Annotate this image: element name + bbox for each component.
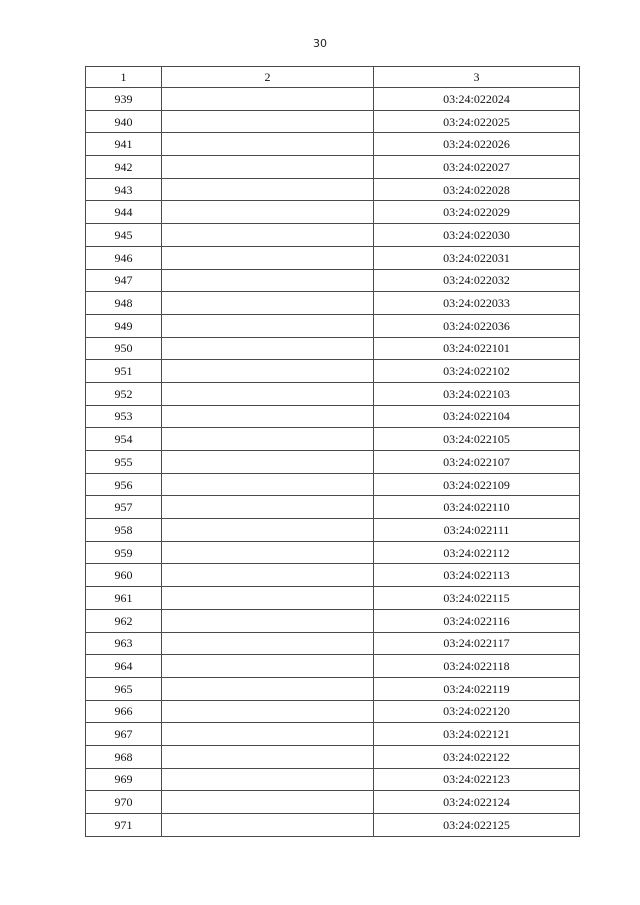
cadastral-code-cell: 03:24:022122 <box>374 745 580 768</box>
row-name-cell <box>162 269 374 292</box>
table-row <box>86 745 580 768</box>
table-row <box>86 314 580 337</box>
cadastral-code-cell: 03:24:022124 <box>374 791 580 814</box>
row-name-cell <box>162 587 374 610</box>
row-number-cell: 944 <box>86 201 162 224</box>
row-name-cell <box>162 814 374 837</box>
table-row <box>86 382 580 405</box>
row-name-cell <box>162 451 374 474</box>
row-number-cell: 969 <box>86 768 162 791</box>
table-row <box>86 496 580 519</box>
column-header-3: 3 <box>374 67 580 88</box>
row-name-cell <box>162 519 374 542</box>
table-row <box>86 451 580 474</box>
row-number-cell: 951 <box>86 360 162 383</box>
row-number-cell: 942 <box>86 156 162 179</box>
row-number-cell: 954 <box>86 428 162 451</box>
row-number-cell: 970 <box>86 791 162 814</box>
table-row <box>86 428 580 451</box>
cadastral-code-cell: 03:24:022115 <box>374 587 580 610</box>
table-row <box>86 587 580 610</box>
table-header-row <box>86 67 580 88</box>
row-name-cell <box>162 405 374 428</box>
row-name-cell <box>162 632 374 655</box>
row-number-cell: 966 <box>86 700 162 723</box>
table-row <box>86 201 580 224</box>
column-header-1: 1 <box>86 67 162 88</box>
row-number-cell: 949 <box>86 314 162 337</box>
cadastral-code-cell: 03:24:022036 <box>374 314 580 337</box>
row-name-cell <box>162 677 374 700</box>
row-name-cell <box>162 768 374 791</box>
row-number-cell: 962 <box>86 609 162 632</box>
row-name-cell <box>162 88 374 111</box>
cadastral-code-cell: 03:24:022107 <box>374 451 580 474</box>
row-name-cell <box>162 156 374 179</box>
column-header-2: 2 <box>162 67 374 88</box>
row-name-cell <box>162 428 374 451</box>
cadastral-code-cell: 03:24:022027 <box>374 156 580 179</box>
table-row <box>86 110 580 133</box>
row-number-cell: 968 <box>86 745 162 768</box>
table-row <box>86 541 580 564</box>
row-name-cell <box>162 723 374 746</box>
cadastral-code-cell: 03:24:022032 <box>374 269 580 292</box>
row-name-cell <box>162 496 374 519</box>
table-row <box>86 519 580 542</box>
row-number-cell: 961 <box>86 587 162 610</box>
row-name-cell <box>162 292 374 315</box>
row-number-cell: 943 <box>86 178 162 201</box>
table-row <box>86 723 580 746</box>
row-number-cell: 950 <box>86 337 162 360</box>
row-name-cell <box>162 360 374 383</box>
table-row <box>86 133 580 156</box>
cadastral-code-cell: 03:24:022112 <box>374 541 580 564</box>
table-row <box>86 700 580 723</box>
row-name-cell <box>162 201 374 224</box>
cadastral-code-cell: 03:24:022030 <box>374 224 580 247</box>
data-table <box>85 66 580 837</box>
row-name-cell <box>162 246 374 269</box>
row-name-cell <box>162 564 374 587</box>
row-number-cell: 953 <box>86 405 162 428</box>
cadastral-code-cell: 03:24:022029 <box>374 201 580 224</box>
cadastral-code-cell: 03:24:022119 <box>374 677 580 700</box>
cadastral-code-cell: 03:24:022031 <box>374 246 580 269</box>
row-number-cell: 957 <box>86 496 162 519</box>
row-number-cell: 960 <box>86 564 162 587</box>
cadastral-code-cell: 03:24:022118 <box>374 655 580 678</box>
cadastral-code-cell: 03:24:022033 <box>374 292 580 315</box>
table-row <box>86 269 580 292</box>
row-number-cell: 958 <box>86 519 162 542</box>
cadastral-code-cell: 03:24:022117 <box>374 632 580 655</box>
table-row <box>86 564 580 587</box>
row-name-cell <box>162 224 374 247</box>
row-number-cell: 967 <box>86 723 162 746</box>
cadastral-code-cell: 03:24:022025 <box>374 110 580 133</box>
row-name-cell <box>162 609 374 632</box>
row-name-cell <box>162 655 374 678</box>
cadastral-code-cell: 03:24:022123 <box>374 768 580 791</box>
table-row <box>86 292 580 315</box>
page-number: 30 <box>313 37 327 50</box>
row-name-cell <box>162 541 374 564</box>
table-row <box>86 405 580 428</box>
cadastral-code-cell: 03:24:022121 <box>374 723 580 746</box>
row-name-cell <box>162 745 374 768</box>
table-row <box>86 473 580 496</box>
table-row <box>86 768 580 791</box>
cadastral-code-cell: 03:24:022116 <box>374 609 580 632</box>
cadastral-code-cell: 03:24:022110 <box>374 496 580 519</box>
table-row <box>86 655 580 678</box>
cadastral-code-cell: 03:24:022104 <box>374 405 580 428</box>
table-row <box>86 337 580 360</box>
table-row <box>86 609 580 632</box>
row-number-cell: 963 <box>86 632 162 655</box>
table-row <box>86 677 580 700</box>
cadastral-code-cell: 03:24:022102 <box>374 360 580 383</box>
row-number-cell: 965 <box>86 677 162 700</box>
table-row <box>86 632 580 655</box>
cadastral-code-cell: 03:24:022120 <box>374 700 580 723</box>
row-number-cell: 940 <box>86 110 162 133</box>
cadastral-code-cell: 03:24:022125 <box>374 814 580 837</box>
row-number-cell: 941 <box>86 133 162 156</box>
row-number-cell: 955 <box>86 451 162 474</box>
row-name-cell <box>162 314 374 337</box>
cadastral-code-cell: 03:24:022111 <box>374 519 580 542</box>
row-name-cell <box>162 473 374 496</box>
row-name-cell <box>162 337 374 360</box>
row-number-cell: 964 <box>86 655 162 678</box>
table-row <box>86 88 580 111</box>
row-number-cell: 959 <box>86 541 162 564</box>
row-number-cell: 948 <box>86 292 162 315</box>
table-row <box>86 224 580 247</box>
cadastral-code-cell: 03:24:022028 <box>374 178 580 201</box>
cadastral-code-cell: 03:24:022026 <box>374 133 580 156</box>
row-name-cell <box>162 133 374 156</box>
row-number-cell: 956 <box>86 473 162 496</box>
cadastral-code-cell: 03:24:022113 <box>374 564 580 587</box>
table-row <box>86 814 580 837</box>
row-number-cell: 945 <box>86 224 162 247</box>
cadastral-code-cell: 03:24:022103 <box>374 382 580 405</box>
table-row <box>86 178 580 201</box>
row-number-cell: 947 <box>86 269 162 292</box>
row-name-cell <box>162 110 374 133</box>
cadastral-code-cell: 03:24:022101 <box>374 337 580 360</box>
row-name-cell <box>162 382 374 405</box>
row-number-cell: 939 <box>86 88 162 111</box>
row-number-cell: 952 <box>86 382 162 405</box>
row-number-cell: 946 <box>86 246 162 269</box>
cadastral-code-cell: 03:24:022105 <box>374 428 580 451</box>
cadastral-code-cell: 03:24:022109 <box>374 473 580 496</box>
row-name-cell <box>162 178 374 201</box>
table-row <box>86 156 580 179</box>
row-number-cell: 971 <box>86 814 162 837</box>
table-body <box>86 67 580 837</box>
cadastral-code-cell: 03:24:022024 <box>374 88 580 111</box>
table-row <box>86 791 580 814</box>
table-row <box>86 360 580 383</box>
row-name-cell <box>162 700 374 723</box>
row-name-cell <box>162 791 374 814</box>
table-row <box>86 246 580 269</box>
